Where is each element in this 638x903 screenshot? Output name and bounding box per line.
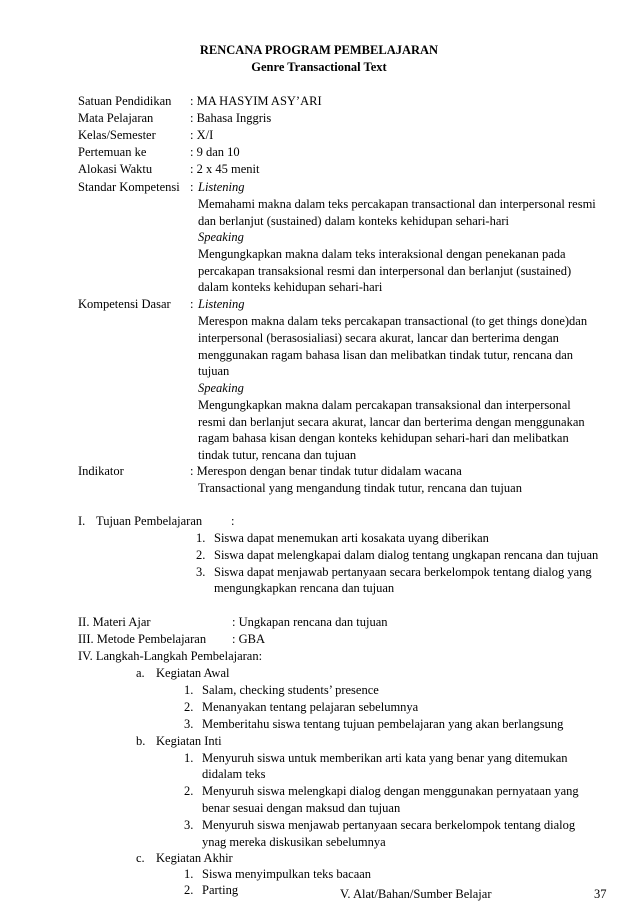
list-number: 2. (184, 784, 194, 798)
sk-colon: : (190, 180, 194, 194)
list-number: 3. (184, 717, 194, 731)
indikator-line: : Merespon dengan benar tindak tutur didalam wacana (190, 464, 462, 478)
list-number: 2. (184, 883, 194, 897)
group-title: Kegiatan Awal (156, 666, 230, 680)
list-number: 3. (184, 818, 194, 832)
sk-line: Mengungkapkan makna dalam teks interaksional dengan penekanan pada (198, 247, 566, 261)
info-label: Kelas/Semester (78, 128, 156, 142)
list-item: Menyuruh siswa melengkapi dialog dengan menggunakan pernyataan yang (202, 784, 579, 798)
tujuan-colon: : (231, 514, 235, 528)
langkah-label: IV. Langkah-Langkah Pembelajaran: (78, 649, 263, 663)
list-item-cont: benar sesuai dengan maksud dan tujuan (202, 801, 401, 815)
tujuan-num: I. (78, 514, 86, 528)
sk-line: dalam konteks kehidupan sehari-hari (198, 280, 383, 294)
list-number: 1. (196, 531, 206, 545)
kd-label: Kompetensi Dasar (78, 297, 171, 311)
list-number: 1. (184, 683, 194, 697)
sk-label: Standar Kompetensi (78, 180, 180, 194)
metode-label: III. Metode Pembelajaran (78, 632, 207, 646)
kd-line: interpersonal (berasosialiasi) secara akurat, lancar dan berterima dengan (198, 331, 559, 345)
list-item: Menyuruh siswa menjawab pertanyaan secara berkelompok tentang dialog (202, 818, 576, 832)
list-item: Menanyakan tentang pelajaran sebelumnya (202, 700, 419, 714)
list-item: Salam, checking students’ presence (202, 683, 379, 697)
kd-speaking-heading: Speaking (198, 381, 244, 395)
kd-line: Mengungkapkan makna dalam percakapan transaksional dan interpersonal (198, 398, 571, 412)
list-item-cont: didalam teks (202, 767, 266, 781)
info-label: Mata Pelajaran (78, 111, 154, 125)
kd-colon: : (190, 297, 194, 311)
list-number: 2. (196, 548, 206, 562)
alat-label: V. Alat/Bahan/Sumber Belajar (340, 887, 492, 901)
list-item: Siswa dapat menemukan arti kosakata uyang diberikan (214, 531, 489, 545)
tujuan-label: Tujuan Pembelajaran (96, 514, 203, 528)
list-item: Menyuruh siswa untuk memberikan arti kata yang benar yang ditemukan (202, 751, 568, 765)
kd-line: tujuan (198, 364, 230, 378)
sk-listening-heading: Listening (198, 180, 245, 194)
list-number: 1. (184, 867, 194, 881)
info-value: : 9 dan 10 (190, 145, 240, 159)
group-letter: b. (136, 734, 146, 748)
list-number: 1. (184, 751, 194, 765)
list-number: 3. (196, 565, 206, 579)
list-item: Siswa dapat menjawab pertanyaan secara berkelompok tentang dialog yang (214, 565, 592, 579)
kd-line: tindak tutur, rencana dan tujuan (198, 448, 357, 462)
list-number: 2. (184, 700, 194, 714)
list-item: Parting (202, 883, 239, 897)
page-number: 37 (594, 887, 607, 901)
materi-label: II. Materi Ajar (78, 615, 151, 629)
kd-line: Merespon makna dalam teks percakapan transactional (to get things done)dan (198, 314, 588, 328)
group-letter: a. (136, 666, 145, 680)
sk-line: dan berlanjut (sustained) dalam konteks kehidupan sehari-hari (198, 214, 510, 228)
list-item: Memberitahu siswa tentang tujuan pembelajaran yang akan berlangsung (202, 717, 564, 731)
group-letter: c. (136, 851, 145, 865)
info-value: : Bahasa Inggris (190, 111, 272, 125)
list-item-cont: mengungkapkan rencana dan tujuan (214, 581, 395, 595)
info-value: : 2 x 45 menit (190, 162, 260, 176)
page-subtitle: Genre Transactional Text (251, 60, 387, 74)
kd-line: ragam bahasa kisan dengan konteks kehidupan sehari-hari dan melibatkan (198, 431, 569, 445)
indikator-label: Indikator (78, 464, 124, 478)
list-item: Siswa menyimpulkan teks bacaan (202, 867, 372, 881)
list-item-cont: ynag mereka diskusikan sebelumnya (202, 835, 386, 849)
metode-value: : GBA (232, 632, 265, 646)
info-value: : X/I (190, 128, 214, 142)
kd-line: menggunakan ragam bahasa lisan dan melibatkan tindak tutur, rencana dan (198, 348, 574, 362)
group-title: Kegiatan Akhir (156, 851, 233, 865)
kd-line: resmi dan berlanjut secara akurat, lancar dan berterima dengan menggunakan (198, 415, 585, 429)
group-title: Kegiatan Inti (156, 734, 222, 748)
info-value: : MA HASYIM ASY’ARI (190, 94, 322, 108)
sk-line: percakapan transaksional resmi dan interpersonal dan berlanjut (sustained) (198, 264, 572, 278)
info-label: Pertemuan ke (78, 145, 147, 159)
materi-value: : Ungkapan rencana dan tujuan (232, 615, 388, 629)
list-item: Siswa dapat melengkapai dalam dialog tentang ungkapan rencana dan tujuan (214, 548, 599, 562)
indikator-line: Transactional yang mengandung tindak tutur, rencana dan tujuan (198, 481, 522, 495)
sk-line: Memahami makna dalam teks percakapan transactional dan interpersonal resmi (198, 197, 596, 211)
page-title: RENCANA PROGRAM PEMBELAJARAN (199, 43, 439, 57)
kd-listening-heading: Listening (198, 297, 245, 311)
info-label: Alokasi Waktu (78, 162, 153, 176)
sk-speaking-heading: Speaking (198, 230, 244, 244)
info-label: Satuan Pendidikan (78, 94, 172, 108)
